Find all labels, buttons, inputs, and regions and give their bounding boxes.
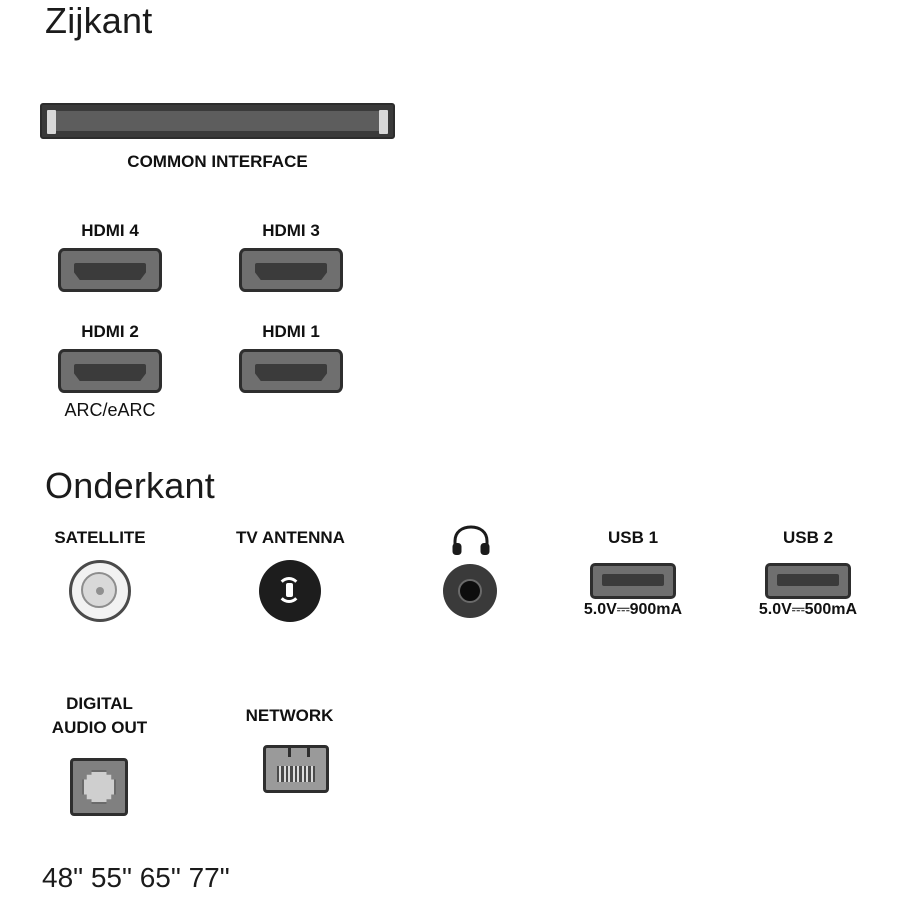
usb-port-icon-1: [590, 563, 676, 599]
ethernet-pins: [277, 766, 315, 782]
usb-port-icon-2: [765, 563, 851, 599]
label-digital-audio-out-line2: AUDIO OUT: [51, 718, 148, 737]
label-satellite: SATELLITE: [54, 528, 146, 547]
ci-slot-icon: [40, 103, 395, 139]
ci-slot-tab-right: [379, 110, 388, 134]
usb-bar: [777, 574, 839, 586]
headphone-icon: [451, 524, 491, 556]
label-usb-1-power: 5.0V⎓900mA: [583, 601, 683, 618]
ethernet-notch: [288, 745, 310, 757]
label-digital-audio-out-line1: DIGITAL: [66, 694, 133, 713]
hdmi-port-icon-4: [58, 248, 162, 292]
hdmi-mouth: [255, 263, 327, 280]
antenna-connector-icon: [259, 560, 321, 622]
label-common-interface: COMMON INTERFACE: [127, 152, 308, 171]
hdmi-mouth: [74, 263, 146, 280]
ci-slot-inner: [48, 111, 387, 131]
label-hdmi-4: HDMI 4: [81, 221, 139, 240]
label-hdmi-3: HDMI 3: [262, 221, 320, 240]
optical-audio-icon: [70, 758, 128, 816]
hdmi-mouth: [255, 364, 327, 381]
audio-jack-icon: [443, 564, 497, 618]
label-hdmi-2-arc: ARC/eARC: [64, 400, 156, 420]
antenna-slot: [286, 583, 293, 597]
screen-sizes-label: 48" 55" 65" 77": [42, 862, 230, 893]
section-title-bottom: Onderkant: [45, 465, 215, 506]
optical-audio-aperture: [82, 770, 116, 804]
hdmi-mouth: [74, 364, 146, 381]
label-usb-2-power: 5.0V⎓500mA: [758, 601, 858, 618]
audio-jack-hole: [458, 579, 482, 603]
hdmi-port-icon-1: [239, 349, 343, 393]
hdmi-port-icon-2: [58, 349, 162, 393]
ci-slot-tab-left: [47, 110, 56, 134]
coaxial-pin: [96, 587, 104, 595]
ethernet-port-icon: [263, 745, 329, 793]
label-usb-2: USB 2: [782, 528, 834, 547]
label-hdmi-2: HDMI 2: [81, 322, 139, 341]
hdmi-port-icon-3: [239, 248, 343, 292]
label-usb-1: USB 1: [607, 528, 659, 547]
label-tv-antenna: TV ANTENNA: [236, 528, 345, 547]
section-title-side: Zijkant: [45, 0, 153, 41]
label-network: NETWORK: [245, 706, 334, 725]
usb-bar: [602, 574, 664, 586]
coaxial-connector-icon: [69, 560, 131, 622]
label-hdmi-1: HDMI 1: [262, 322, 320, 341]
